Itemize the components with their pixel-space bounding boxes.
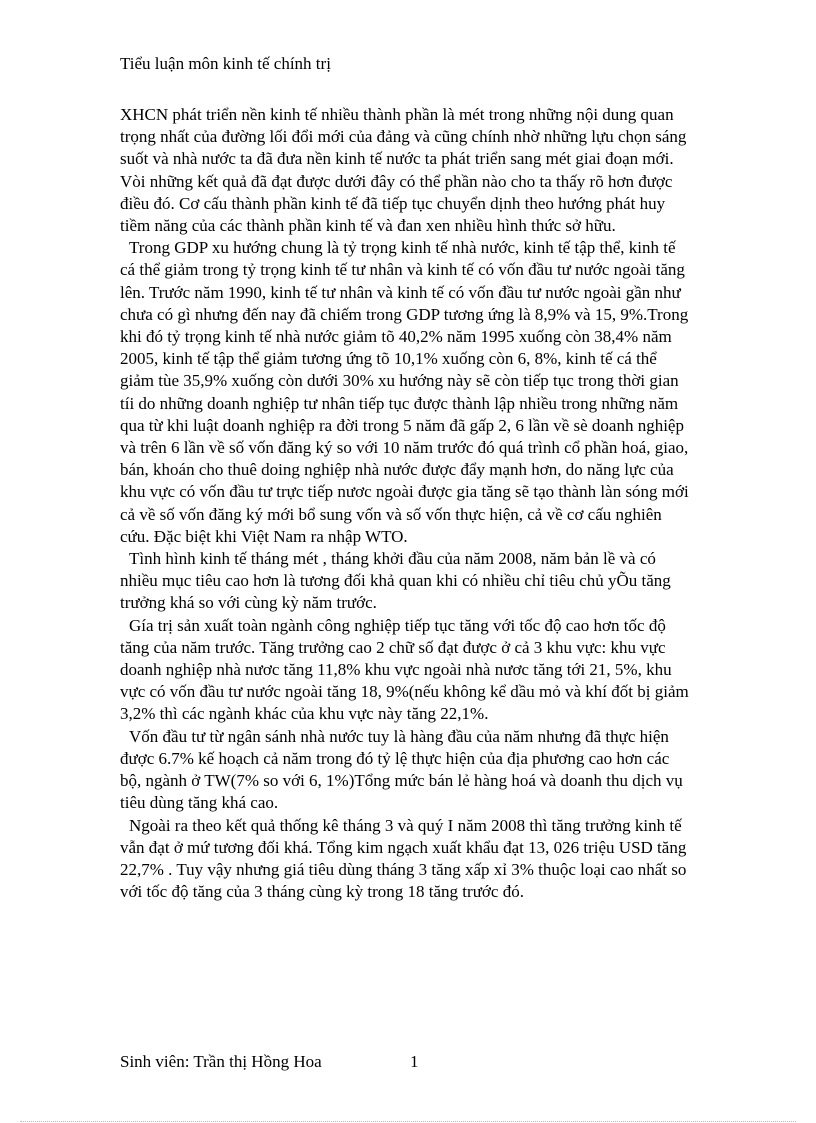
paragraph: Ngoài ra theo kết quả thống kê tháng 3 và quý I năm 2008 thì tăng trưởng kinh tế vẫn đạt ở mứ tương đối khá. Tổng kim ngạch xuất khẩu đạt 13, 026 triệu USD tăng 22,7% . Tuy vậy nhưng giá tiêu dùng tháng 3 tăng xấp xỉ 3% thuộc loại cao nhất so với tốc độ tăng của 3 tháng cùng kỳ trong 18 tăng trước đó. bbox=[120, 815, 687, 902]
student-name: Sinh viên: Trần thị Hồng Hoa bbox=[120, 1052, 322, 1071]
page-footer bbox=[120, 1050, 692, 1074]
paragraph: XHCN phát triển nền kinh tế nhiều thành phần là mét trong những nội dung quan trọng nhất của đường lối đổi mới của đảng và cũng chính nhờ những lựu chọn sáng suốt và nhà nước ta đã đưa nền kinh tế nước ta phát triển sang mét giai đoạn mới. Vòi những kết quả đã đạt được dưới đây có thể phần nào cho ta thấy rõ hơn được điều đó. Cơ cấu thành phần kinh tế đã tiếp tục chuyển dịnh theo hướng phát huy tiềm năng của các thành phần kinh tế và đan xen nhiều hình thức sở hữu. bbox=[120, 105, 687, 236]
paragraph: Gía trị sản xuất toàn ngành công nghiệp tiếp tục tăng với tốc độ cao hơn tốc độ tăng của năm trước. Tăng trưởng cao 2 chữ số đạt được ở cả 3 khu vực: khu vực doanh nghiệp nhà nươc tăng 11,8% khu vực ngoài nhà nươc tăng tới 21, 5%, khu vực có vốn đầu tư nước ngoài tăng 18, 9%(nếu không kể dầu mỏ và khí đốt bị giảm 3,2% thì các ngành khác của khu vực này tăng 22,1%. bbox=[120, 615, 689, 724]
page-header bbox=[120, 52, 331, 76]
paragraph: Vốn đầu tư từ ngân sánh nhà nước tuy là hàng đầu của năm nhưng đã thực hiện được 6.7% kế hoạch cả năm trong đó tỷ lệ thực hiện của địa phương cao hơn các bộ, ngành ở TW(7% so với 6, 1%)Tổng mức bán lẻ hàng hoá và doanh thu dịch vụ tiêu dùng tăng khá cao. bbox=[120, 726, 683, 813]
document-title: Tiểu luận môn kinh tế chính trị bbox=[120, 54, 331, 73]
paragraph: Tình hình kinh tế tháng mét , tháng khởi đầu của năm 2008, năm bản lề và có nhiều mục tiêu cao hơn là tương đối khả quan khi có nhiều chỉ tiêu chủ yÕu tăng trưởng khá so với cùng kỳ năm trước. bbox=[120, 549, 671, 613]
document-body bbox=[120, 104, 692, 903]
page-number: 1 bbox=[410, 1052, 419, 1071]
page-edge-divider bbox=[20, 1121, 796, 1122]
paragraph: Trong GDP xu hướng chung là tỷ trọng kinh tế nhà nước, kinh tế tập thể, kinh tế cá thể giảm trong tỷ trọng kinh tế tư nhân và kinh tế có vốn đầu tư nước ngoài tăng lên. Trước năm 1990, kinh tế tư nhân và kinh tế có vốn đầu tư nước ngoài gần như chưa có gì nhưng đến nay đã chiếm trong GDP tương ứng là 8,9% và 15, 9%.Trong khi đó tỷ trọng kinh tế nhà nước giảm tõ 40,2% năm 1995 xuống còn 38,4% năm 2005, kinh tế tập thể giảm tương ứng tõ 10,1% xuống còn 6, 8%, kinh tế cá thể giảm tùe 35,9% xuống còn dưới 30% xu hướng này sẽ còn tiếp tục trong thời gian tíi do những doanh nghiệp tư nhân tiếp tục được thành lập nhiều trong những năm qua từ khi luật doanh nghiệp ra đời trong 5 năm đã gấp 2, 6 lần về sè doanh nghiệp và trên 6 lần về số vốn đăng ký so với 10 năm trước đó quá trình cổ phần hoá, giao, bán, khoán cho thuê doing nghiệp nhà nước được đẩy mạnh hơn, do năng lực của khu vực có vốn đầu tư trực tiếp nươc ngoài được gia tăng sẽ tạo thành làn sóng mới cả về số vốn đăng ký mới bổ sung vốn và số vốn thực hiện, cả về cơ cấu nghiên cứu. Đặc biệt khi Việt Nam ra nhập WTO. bbox=[120, 238, 689, 546]
